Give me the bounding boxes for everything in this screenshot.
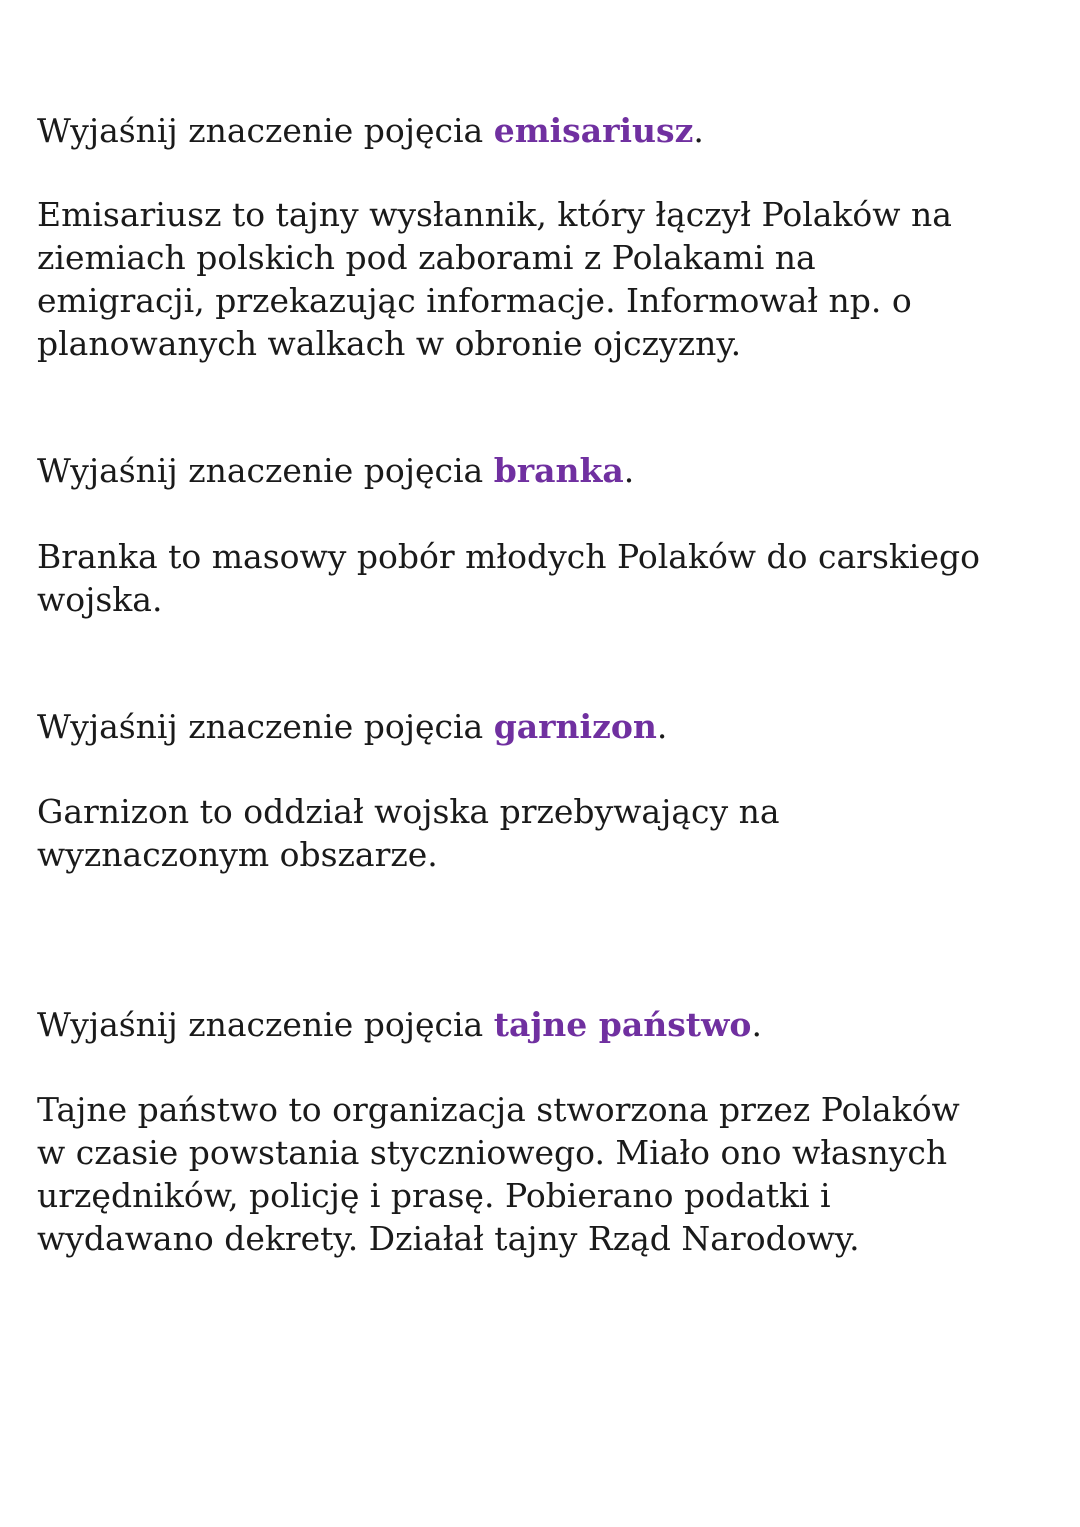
answer-line: wyznaczonym obszarze. bbox=[37, 835, 438, 874]
term-branka: branka bbox=[493, 451, 624, 490]
question-prefix: Wyjaśnij znaczenie pojęcia bbox=[37, 707, 494, 746]
answer-line: ziemiach polskich pod zaborami z Polakami na bbox=[37, 238, 816, 277]
answer-garnizon bbox=[37, 790, 1057, 876]
question-suffix: . bbox=[693, 111, 704, 150]
answer-line: Emisariusz to tajny wysłannik, który łączył Polaków na bbox=[37, 195, 952, 234]
answer-line: Branka to masowy pobór młodych Polaków do carskiego bbox=[37, 537, 980, 576]
question-suffix: . bbox=[656, 707, 668, 746]
question-prefix: Wyjaśnij znaczenie pojęcia bbox=[37, 451, 494, 490]
answer-branka bbox=[37, 535, 1057, 621]
term-garnizon: garnizon bbox=[493, 707, 657, 746]
answer-line: emigracji, przekazując informacje. Informował np. o bbox=[37, 281, 912, 320]
question-suffix: . bbox=[623, 451, 635, 490]
answer-line: wojska. bbox=[37, 580, 163, 619]
question-prefix: Wyjaśnij znaczenie pojęcia bbox=[37, 1005, 494, 1044]
question-emisariusz bbox=[37, 109, 704, 152]
term-tajne-panstwo: tajne państwo bbox=[493, 1005, 752, 1044]
answer-line: Tajne państwo to organizacja stworzona przez Polaków bbox=[37, 1090, 960, 1129]
answer-line: w czasie powstania styczniowego. Miało ono własnych bbox=[37, 1133, 948, 1172]
question-prefix: Wyjaśnij znaczenie pojęcia bbox=[37, 111, 494, 150]
answer-tajne-panstwo bbox=[37, 1088, 1057, 1260]
question-suffix: . bbox=[751, 1005, 762, 1044]
answer-line: planowanych walkach w obronie ojczyzny. bbox=[37, 324, 742, 363]
answer-line: urzędników, policję i prasę. Pobierano podatki i bbox=[37, 1176, 831, 1215]
question-tajne-panstwo bbox=[37, 1003, 762, 1046]
answer-line: Garnizon to oddział wojska przebywający na bbox=[37, 792, 780, 831]
answer-emisariusz bbox=[37, 193, 1057, 365]
term-emisariusz: emisariusz bbox=[493, 111, 694, 150]
answer-line: wydawano dekrety. Działał tajny Rząd Narodowy. bbox=[37, 1219, 860, 1258]
question-branka bbox=[37, 449, 634, 492]
question-garnizon bbox=[37, 705, 667, 748]
